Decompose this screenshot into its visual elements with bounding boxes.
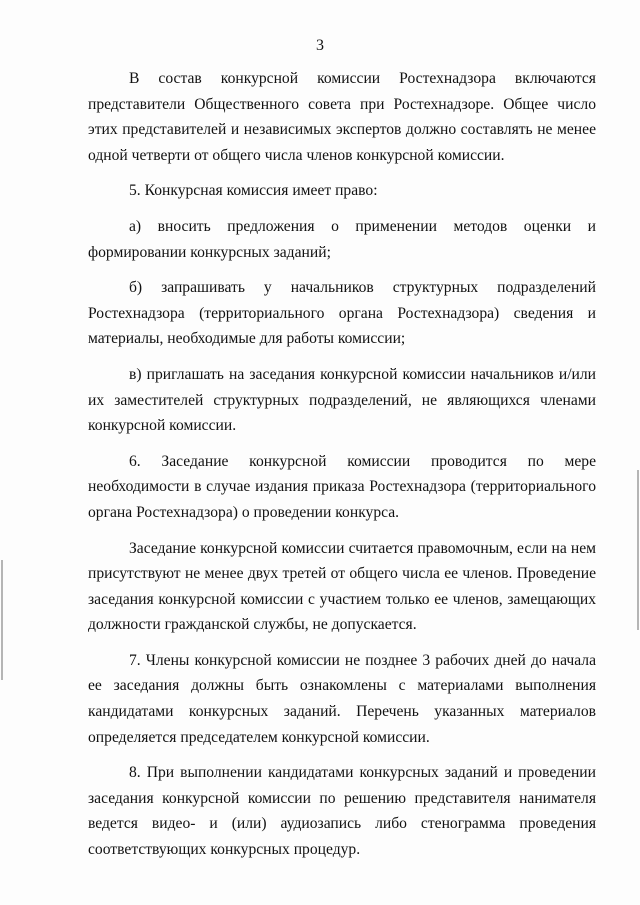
paragraph-commission-composition: В состав конкурсной комиссии Ростехнадзора включаются представители Общественного совета при Ростехнадзоре. Общее число этих представителей и независимых экспертов должно составлять не менее одной четверти от общего числа членов конкурсной комиссии.: [88, 70, 596, 164]
paragraph-item-5v: в) приглашать на заседания конкурсной комиссии начальников и/или их заместителей структурных подразделений, не являющихся членами конкурсной комиссии.: [88, 365, 596, 435]
paragraph-item-5: 5. Конкурсная комиссия имеет право:: [129, 182, 378, 200]
paragraph-item-5a: а) вносить предложения о применении методов оценки и формировании конкурсных заданий;: [88, 217, 596, 261]
paragraph-item-5b: б) запрашивать у начальников структурных подразделений Ростехнадзора (территориального органа Ростехнадзора) сведения и материалы, необходимые для работы комиссии;: [88, 279, 596, 348]
paragraph-quorum: Заседание конкурсной комиссии считается правомочным, если на нем присутствуют не менее двух третей от общего числа ее членов. Проведение заседания конкурсной комиссии с участием только ее членов, замещающих должности гражданской службы, не допускается.: [88, 539, 596, 634]
paragraph-item-6: 6. Заседание конкурсной комиссии проводится по мере необходимости в случае издания приказа Ростехнадзора (территориального органа Ростехнадзора) о проведении конкурса.: [88, 452, 596, 521]
page-number: 3: [316, 37, 324, 54]
scan-edge-mark-left: [1, 560, 3, 680]
document-body: [88, 66, 596, 863]
scan-edge-mark-right: [637, 470, 639, 630]
paragraph-item-8: 8. При выполнении кандидатами конкурсных заданий и проведении заседания конкурсной комиссии по решению представителя нанимателя ведется видео- и (или) аудиозапись либо стенограмма проведения соответствующих конкурсных процедур.: [88, 764, 596, 859]
paragraph-item-7: 7. Члены конкурсной комиссии не позднее 3 рабочих дней до начала ее заседания должны быть ознакомлены с материалами выполнения кандидатами конкурсных заданий. Перечень указанных материалов определяется председателем конкурсной комиссии.: [88, 651, 596, 746]
